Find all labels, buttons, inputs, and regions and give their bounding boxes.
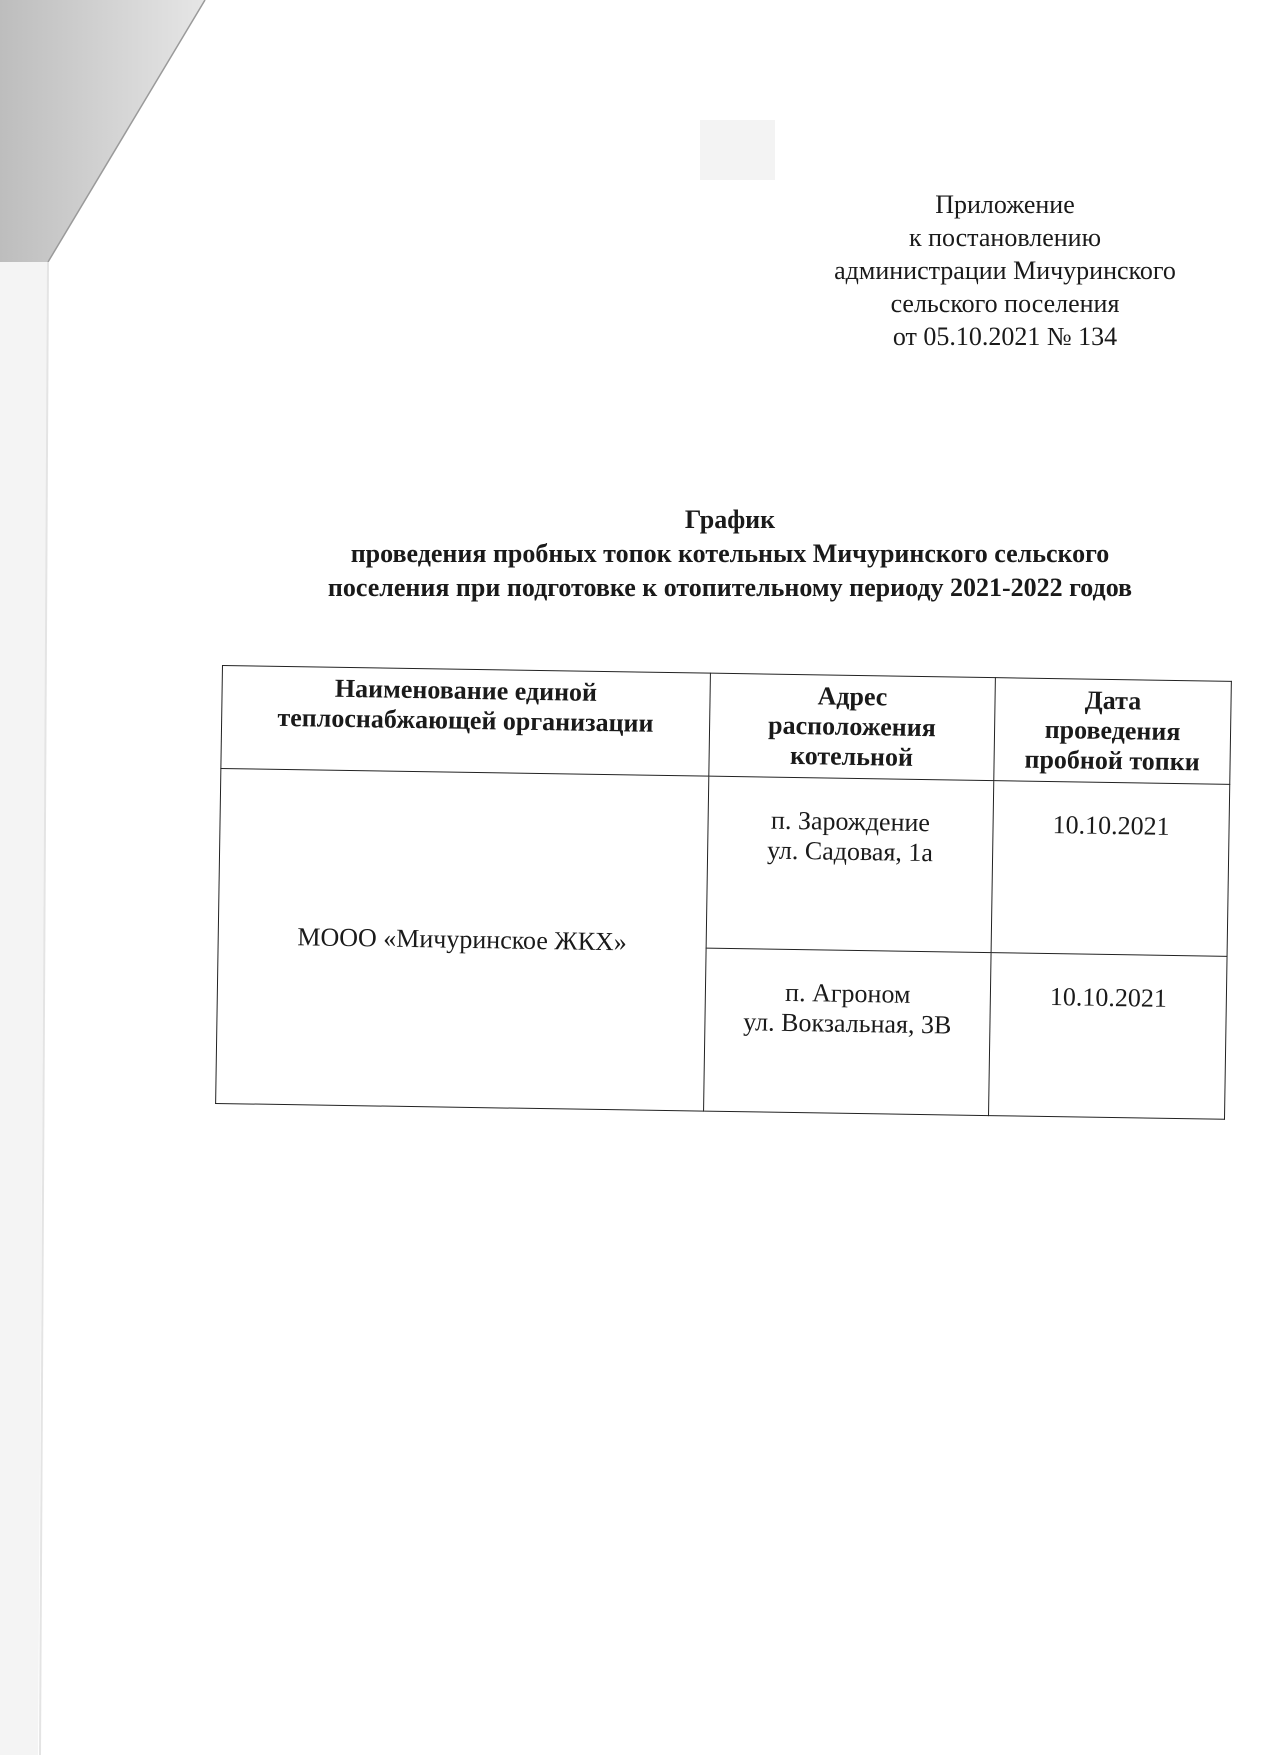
header-address-line-3: котельной <box>789 740 914 772</box>
appendix-line-2: к постановлению <box>908 223 1102 252</box>
title-line-1: График <box>684 505 776 534</box>
title-line-3: поселения при подготовке к отопительному периоду 2021-2022 годов <box>327 573 1133 602</box>
organization-cell: МООО «Мичуринское ЖКХ» <box>216 768 709 1111</box>
header-org-line-1: Наименование единой <box>334 673 598 707</box>
header-date-line-1: Дата <box>1084 685 1142 716</box>
header-date-line-2: проведения <box>1044 714 1181 747</box>
header-date <box>994 678 1232 785</box>
address-settlement: п. Зарождение <box>770 805 931 838</box>
address-cell <box>706 776 994 952</box>
table-row <box>218 768 1230 956</box>
title-line-2: проведения пробных топок котельных Мичуринского сельского <box>350 539 1110 568</box>
appendix-line-5: от 05.10.2021 № 134 <box>892 322 1118 351</box>
appendix-line-1: Приложение <box>935 190 1075 219</box>
address-street: ул. Садовая, 1а <box>766 835 934 868</box>
address-street: ул. Вокзальная, 3В <box>743 1007 952 1040</box>
address-cell <box>703 948 991 1115</box>
date-cell: 10.10.2021 <box>989 953 1227 1120</box>
address-settlement: п. Агроном <box>784 977 911 1009</box>
header-date-line-3: пробной топки <box>1024 744 1200 777</box>
appendix-line-3: администрации Мичуринского <box>834 256 1176 285</box>
appendix-block <box>760 188 1250 353</box>
document-title <box>240 503 1220 605</box>
table-header-row <box>221 666 1231 785</box>
date-cell: 10.10.2021 <box>991 781 1230 957</box>
header-organization <box>221 666 710 777</box>
header-address-line-1: Адрес <box>817 681 888 712</box>
appendix-line-4: сельского поселения <box>890 289 1120 318</box>
schedule-table <box>215 665 1232 1120</box>
header-org-line-2: теплоснабжающей организации <box>277 702 654 738</box>
header-address-line-2: расположения <box>767 710 937 743</box>
header-address <box>709 673 996 780</box>
